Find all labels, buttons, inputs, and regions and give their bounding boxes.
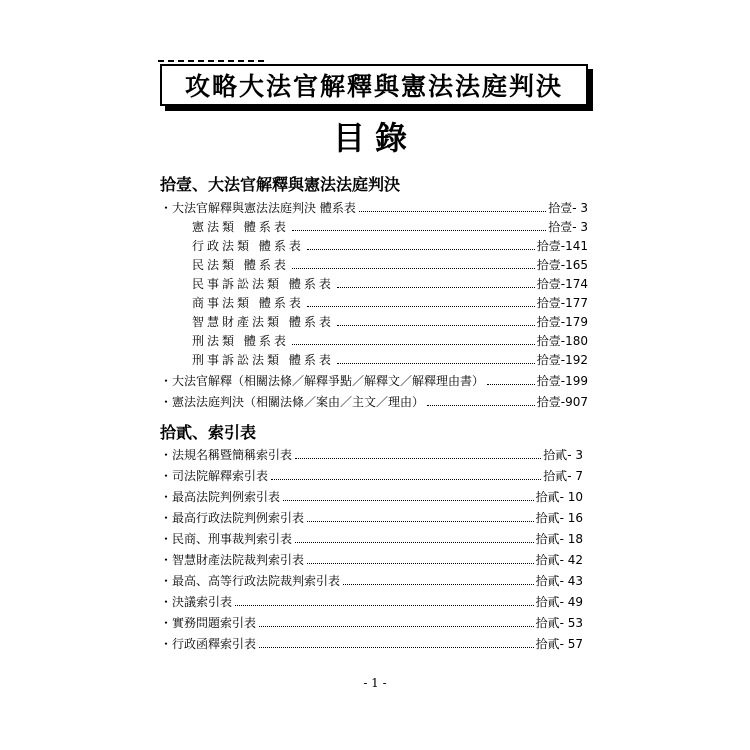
entry-label: 刑法類 體系表 — [192, 334, 289, 348]
entry-page: 拾貳- 7 — [543, 469, 583, 483]
entry-page: 拾貳- 53 — [535, 616, 583, 630]
bullet: ・ — [160, 532, 173, 546]
dot-leader — [259, 647, 534, 648]
toc-entry[interactable] — [192, 237, 588, 256]
section-heading-1: 拾壹、大法官解釋與憲法法庭判決 — [160, 175, 401, 194]
toc-entry[interactable] — [160, 446, 583, 465]
toc-entry[interactable] — [192, 332, 588, 351]
toc-entry[interactable] — [160, 488, 583, 507]
entry-page: 拾壹-177 — [536, 296, 588, 310]
dot-leader — [283, 500, 534, 501]
book-title-box — [160, 64, 588, 106]
page-number: - 1 - — [363, 676, 387, 690]
toc-entry[interactable] — [160, 593, 583, 612]
toc-entry[interactable] — [160, 467, 583, 486]
dot-leader — [359, 211, 546, 212]
entry-label: 憲法法庭判決（相關法條／案由／主文／理由） — [172, 395, 425, 409]
entry-page: 拾貳- 3 — [543, 448, 583, 462]
entry-label: 法規名稱暨簡稱索引表 — [172, 448, 293, 462]
entry-label: 民商、刑事裁判索引表 — [172, 532, 293, 546]
entry-label: 智慧財產法類 體系表 — [192, 315, 334, 329]
dot-leader — [337, 325, 535, 326]
bullet: ・ — [160, 448, 173, 462]
dot-leader — [307, 249, 535, 250]
dot-leader — [295, 458, 541, 459]
entry-label: 商事法類 體系表 — [192, 296, 304, 310]
bullet: ・ — [160, 595, 173, 609]
bullet: ・ — [160, 374, 173, 388]
toc-entry[interactable] — [160, 393, 588, 412]
entry-label: 智慧財產法院裁判索引表 — [172, 553, 305, 567]
entry-page: 拾壹-192 — [536, 353, 588, 367]
toc-entry[interactable] — [192, 275, 588, 294]
dot-leader — [343, 584, 534, 585]
entry-label: 最高、高等行政法院裁判索引表 — [172, 574, 341, 588]
toc-entry[interactable] — [192, 313, 588, 332]
bullet: ・ — [160, 469, 173, 483]
header-dash-decoration — [158, 60, 264, 62]
dot-leader — [292, 268, 535, 269]
dot-leader — [295, 542, 534, 543]
bullet: ・ — [160, 201, 173, 215]
entry-page: 拾貳- 18 — [535, 532, 583, 546]
page-title: 目錄 — [332, 119, 417, 157]
dot-leader — [337, 287, 535, 288]
dot-leader — [271, 479, 541, 480]
dot-leader — [487, 384, 535, 385]
entry-page: 拾貳- 49 — [535, 595, 583, 609]
section-heading-2: 拾貳、索引表 — [160, 423, 257, 442]
bullet: ・ — [160, 616, 173, 630]
entry-label: 行政函釋索引表 — [172, 637, 257, 651]
entry-page: 拾壹-199 — [536, 374, 588, 388]
toc-entry[interactable] — [160, 372, 588, 391]
toc-entry[interactable] — [160, 551, 583, 570]
dot-leader — [292, 230, 546, 231]
dot-leader — [292, 344, 535, 345]
entry-page: 拾貳- 16 — [535, 511, 583, 525]
toc-entry[interactable] — [160, 635, 583, 654]
entry-label: 司法院解釋索引表 — [172, 469, 269, 483]
entry-label: 最高行政法院判例索引表 — [172, 511, 305, 525]
entry-label: 最高法院判例索引表 — [172, 490, 281, 504]
entry-label: 刑事訴訟法類 體系表 — [192, 353, 334, 367]
dot-leader — [427, 405, 535, 406]
entry-page: 拾壹- 3 — [548, 220, 588, 234]
bullet: ・ — [160, 395, 173, 409]
dot-leader — [235, 605, 534, 606]
dot-leader — [307, 306, 535, 307]
entry-label: 實務問題索引表 — [172, 616, 257, 630]
dot-leader — [307, 563, 534, 564]
book-title: 攻略大法官解釋與憲法法庭判決 — [184, 72, 563, 101]
entry-page: 拾壹-174 — [536, 277, 588, 291]
entry-label: 大法官解釋與憲法法庭判決 體系表 — [172, 201, 356, 215]
toc-entry[interactable] — [160, 572, 583, 591]
entry-label: 民法類 體系表 — [192, 258, 289, 272]
toc-entry[interactable] — [192, 218, 588, 237]
entry-page: 拾貳- 57 — [535, 637, 583, 651]
entry-page: 拾壹- 3 — [548, 201, 588, 215]
bullet: ・ — [160, 553, 173, 567]
entry-page: 拾貳- 42 — [535, 553, 583, 567]
toc-entry[interactable] — [192, 351, 588, 370]
toc-entry[interactable] — [160, 530, 583, 549]
toc-entry[interactable] — [160, 199, 588, 218]
entry-label: 行政法類 體系表 — [192, 239, 304, 253]
bullet: ・ — [160, 574, 173, 588]
toc-entry[interactable] — [192, 256, 588, 275]
entry-label: 大法官解釋（相關法條／解釋爭點／解釋文／解釋理由書） — [172, 374, 485, 388]
entry-page: 拾壹-141 — [536, 239, 588, 253]
dot-leader — [259, 626, 534, 627]
entry-page: 拾壹-907 — [536, 395, 588, 409]
bullet: ・ — [160, 490, 173, 504]
entry-label: 憲法類 體系表 — [192, 220, 289, 234]
bullet: ・ — [160, 511, 173, 525]
entry-page: 拾壹-180 — [536, 334, 588, 348]
dot-leader — [307, 521, 534, 522]
entry-label: 民事訴訟法類 體系表 — [192, 277, 334, 291]
toc-entry[interactable] — [192, 294, 588, 313]
entry-page: 拾壹-165 — [536, 258, 588, 272]
toc-entry[interactable] — [160, 614, 583, 633]
toc-entry[interactable] — [160, 509, 583, 528]
entry-label: 決議索引表 — [172, 595, 233, 609]
entry-page: 拾貳- 10 — [535, 490, 583, 504]
entry-page: 拾壹-179 — [536, 315, 588, 329]
entry-page: 拾貳- 43 — [535, 574, 583, 588]
bullet: ・ — [160, 637, 173, 651]
dot-leader — [337, 363, 535, 364]
